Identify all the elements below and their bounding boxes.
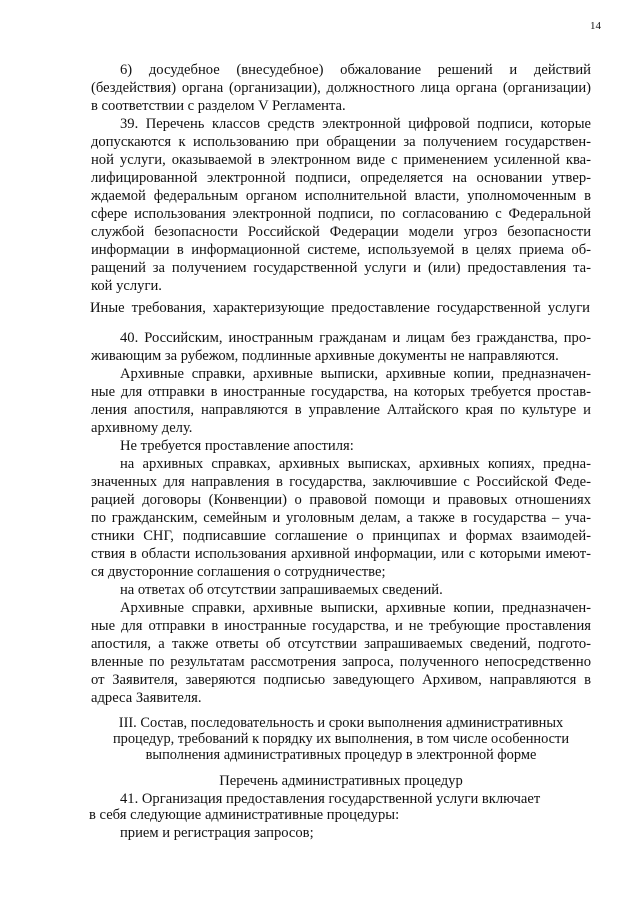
answers-absence: на ответах об отсутствии запрашиваемых сведений. (120, 582, 443, 598)
paragraph-archive-refs-2-line: адреса Заявителя. (91, 690, 202, 706)
paragraph-archive-list-line: ствия в области использования архивной информации, или с которыми имеют- (91, 546, 591, 562)
section-iii-heading-line: выполнения административных процедур в электронной форме (145, 747, 537, 763)
paragraph-39-line: кой услуги. (91, 278, 162, 294)
paragraph-6-line: 6) досудебное (внесудебное) обжалование решений и действий (120, 62, 591, 78)
paragraph-39-line: допускаются к использованию при обращении за получением государствен- (91, 134, 591, 150)
paragraph-6-line: (бездействия) органа (организации), должностного лица органа (организации) (91, 80, 591, 96)
paragraph-archive-refs-2-line: от Заявителя, заверяются подписью заведующего Архивом, направляются в (91, 672, 591, 688)
heading-procedures-list: Перечень административных процедур (219, 773, 463, 789)
paragraph-6-line: в соответствии с разделом V Регламента. (91, 98, 346, 114)
paragraph-archive-list-line: по гражданским, семейным и уголовным делам, а также в государства – уча- (91, 510, 591, 526)
section-iii-heading-line: процедур, требований к порядку их выполнения, в том числе особенности (112, 731, 570, 747)
paragraph-archive-refs-1-line: ные для отправки в иностранные государства, на которых требуется простав- (91, 384, 591, 400)
paragraph-39-line: ждаемой федеральным органом исполнительной власти, уполномоченным в (91, 188, 591, 204)
paragraph-39-line: ращений за получением государственной услуги и (или) предоставления та- (91, 260, 591, 276)
paragraph-41-line: прием и регистрация запросов; (120, 825, 314, 841)
heading-other-requirements: Иные требования, характеризующие предоставление государственной услуги (90, 300, 590, 316)
paragraph-archive-refs-1-line: Архивные справки, архивные выписки, архивные копии, предназначен- (120, 366, 591, 382)
paragraph-archive-refs-1-line: ления апостиля, направляются в управление Алтайского края по культуре и (91, 402, 591, 418)
paragraph-archive-list-line: на архивных справках, архивных выписках, архивных копиях, предна- (120, 456, 591, 472)
paragraph-archive-refs-2-line: ные для отправки в иностранные государства, и не требующие проставления (91, 618, 591, 634)
paragraph-40-line: 40. Российским, иностранным гражданам и лицам без гражданства, про- (120, 330, 591, 346)
paragraph-39-line: 39. Перечень классов средств электронной цифровой подписи, которые (120, 116, 591, 132)
paragraph-39-line: лифицированной электронной подписи, определяется на основании утвер- (91, 170, 591, 186)
paragraph-39-line: службой безопасности Российской Федерации модели угроз безопасности (91, 224, 591, 240)
section-iii-heading-line: III. Состав, последовательность и сроки выполнения административных (118, 715, 564, 731)
paragraph-archive-list-line: стники СНГ, подписавшие соглашение о принципах и формах взаимодей- (91, 528, 591, 544)
paragraph-archive-refs-1-line: архивному делу. (91, 420, 193, 436)
paragraph-archive-list-line: рацией договоры (Конвенции) о правовой помощи и правовых отношениях (91, 492, 591, 508)
paragraph-archive-refs-2-line: апостиля, а также ответы об отсутствии запрашиваемых сведений, подгото- (91, 636, 591, 652)
paragraph-40-line: живающим за рубежом, подлинные архивные документы не направляются. (91, 348, 559, 364)
apostille-not-required: Не требуется проставление апостиля: (120, 438, 354, 454)
paragraph-39-line: ной услуги, оказываемой в электронном виде с применением усиленной ква- (91, 152, 591, 168)
paragraph-archive-refs-2-line: вленные по результатам рассмотрения запроса, полученного непосредственно (91, 654, 591, 670)
paragraph-archive-refs-2-line: Архивные справки, архивные выписки, архивные копии, предназначен- (120, 600, 591, 616)
paragraph-41-line: в себя следующие административные процедуры: (89, 807, 400, 823)
paragraph-39-line: информации в информационной системе, используемой в целях приема об- (91, 242, 591, 258)
page-number: 14 (590, 20, 601, 32)
paragraph-archive-list-line: значенных для направления в государства, заключившие с Российской Феде- (91, 474, 591, 490)
paragraph-archive-list-line: ся двусторонние соглашения о сотрудничестве; (91, 564, 386, 580)
paragraph-41-line: 41. Организация предоставления государственной услуги включает (120, 791, 541, 807)
paragraph-39-line: сфере использования электронной подписи, по согласованию с Федеральной (91, 206, 591, 222)
